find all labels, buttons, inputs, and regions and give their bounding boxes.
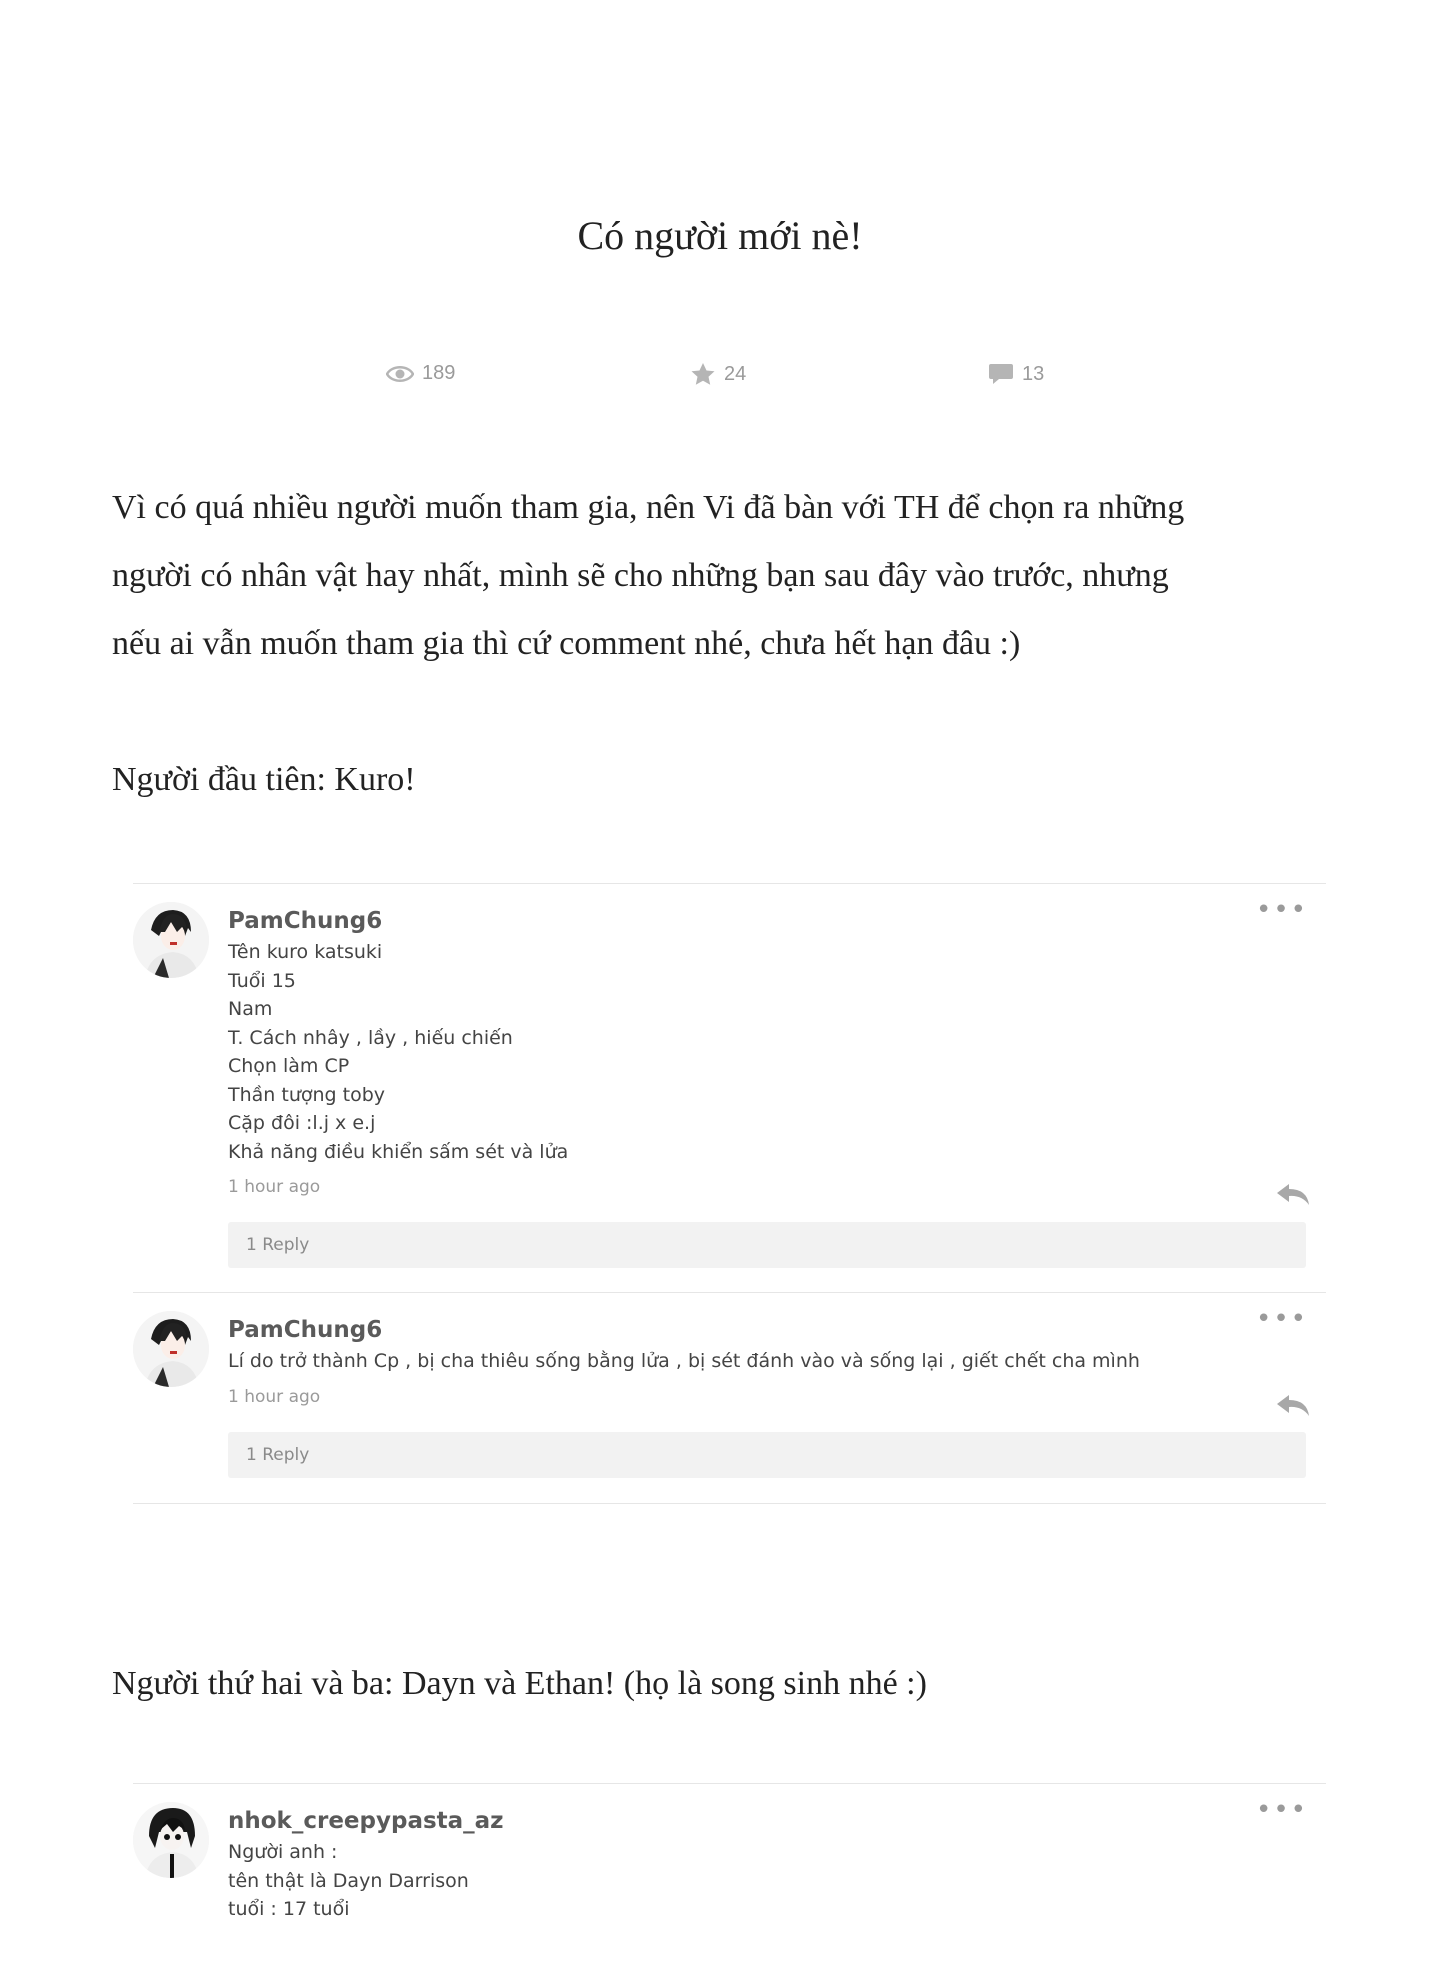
comment-line: Lí do trở thành Cp , bị cha thiêu sống bằng lửa , bị sét đánh vào và sống lại , giết chết cha mình xyxy=(228,1350,1140,1372)
star-icon xyxy=(690,362,716,386)
comment-line: Khả năng điều khiển sấm sét và lửa xyxy=(228,1140,569,1163)
story-title: Có người mới nè! xyxy=(577,213,863,258)
comment-line: Nam xyxy=(228,998,273,1020)
comments-count: 13 xyxy=(1022,362,1045,385)
eye-icon xyxy=(386,364,414,384)
comment-username[interactable]: PamChung6 xyxy=(228,1317,383,1343)
comment-line: Người anh : xyxy=(228,1841,338,1863)
intro-line: nếu ai vẫn muốn tham gia thì cứ comment nhé, chưa hết hạn đâu :) xyxy=(112,625,1021,662)
comment-timestamp: 1 hour ago xyxy=(228,1177,321,1197)
comment-line: Chọn làm CP xyxy=(228,1055,350,1077)
comment-card xyxy=(133,884,1326,1293)
more-icon[interactable]: ••• xyxy=(1255,1304,1308,1334)
comment-username[interactable]: PamChung6 xyxy=(228,908,383,934)
story-stats xyxy=(0,362,1440,392)
comments-stat xyxy=(988,362,1044,386)
avatar[interactable] xyxy=(133,902,209,978)
reads-stat xyxy=(386,362,455,385)
comment-card xyxy=(133,1293,1326,1504)
comment-username[interactable]: nhok_creepypasta_az xyxy=(228,1808,504,1834)
embedded-comments xyxy=(133,883,1326,1504)
votes-count: 24 xyxy=(724,362,747,385)
more-icon[interactable]: ••• xyxy=(1255,895,1308,925)
comment-icon xyxy=(988,362,1014,386)
comment-line: Tuổi 15 xyxy=(228,969,296,992)
comment-card xyxy=(133,1784,1326,1984)
second-member-heading: Người thứ hai và ba: Dayn và Ethan! (họ là song sinh nhé :) xyxy=(112,1665,927,1702)
reads-count: 189 xyxy=(422,362,456,384)
intro-paragraph xyxy=(112,474,1342,678)
view-replies-button[interactable]: 1 Reply xyxy=(228,1222,1306,1268)
comment-line: Tên kuro katsuki xyxy=(228,941,383,963)
embedded-comments xyxy=(133,1783,1326,1984)
comment-line: tuổi : 17 tuổi xyxy=(228,1898,350,1920)
more-icon[interactable]: ••• xyxy=(1255,1795,1308,1825)
votes-stat xyxy=(690,362,746,386)
intro-line: Vì có quá nhiều người muốn tham gia, nên Vi đã bàn với TH để chọn ra những xyxy=(112,489,1185,526)
comment-line: T. Cách nhây , lầy , hiếu chiến xyxy=(228,1026,513,1049)
comment-line: tên thật là Dayn Darrison xyxy=(228,1869,469,1892)
reply-icon[interactable] xyxy=(1276,1182,1310,1210)
comment-line: Cặp đôi :l.j x e.j xyxy=(228,1112,376,1134)
view-replies-button[interactable]: 1 Reply xyxy=(228,1432,1306,1478)
avatar[interactable] xyxy=(133,1311,209,1387)
intro-line: người có nhân vật hay nhất, mình sẽ cho những bạn sau đây vào trước, nhưng xyxy=(112,557,1169,594)
avatar[interactable] xyxy=(133,1802,209,1878)
first-member-heading: Người đầu tiên: Kuro! xyxy=(112,761,416,798)
reply-icon[interactable] xyxy=(1276,1393,1310,1421)
comment-line: Thần tượng toby xyxy=(228,1083,386,1106)
comment-timestamp: 1 hour ago xyxy=(228,1386,321,1407)
